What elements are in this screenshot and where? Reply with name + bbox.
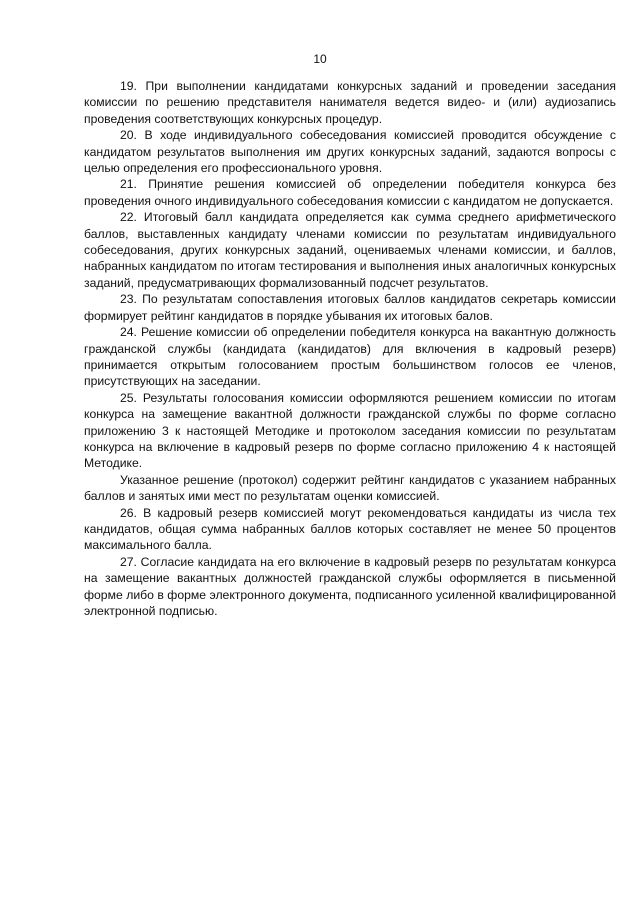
paragraph-27: 27. Согласие кандидата на его включение в кадровый резерв по результатам конкурса на замещение вакантных должностей гражданской службы оформляется в письменной форме либо в форме электронного документа, подписанного усиленной квалифицированной электронной подписью. — [84, 554, 616, 618]
document-body — [84, 78, 616, 619]
paragraph-22: 22. Итоговый балл кандидата определяется как сумма среднего арифметического баллов, выставленных кандидату членами комиссии по результатам индивидуального собеседования, других конкурсных заданий, оцениваемых членами комиссии, и баллов, набранных кандидатом по итогам тестирования и выполнения иных аналогичных конкурсных заданий, предусматривающих формализованный подсчет результатов. — [84, 210, 617, 290]
paragraph-21: 21. Принятие решения комиссией об определении победителя конкурса без проведения очного индивидуального собеседования комиссии с кандидатом не допускается. — [84, 177, 616, 208]
paragraph-25: 25. Результаты голосования комиссии оформляются решением комиссии по итогам конкурса на замещение вакантной должности гражданской службы по форме согласно приложению 3 к настоящей Методике и протоколом заседания комиссии по результатам конкурса на включение в кадровый резерв по форме согласно приложению 4 к настоящей Методике. — [84, 390, 616, 471]
paragraph-20: 20. В ходе индивидуального собеседования комиссией проводится обсуждение с кандидатом результатов выполнения им других конкурсных заданий, задаются вопросы с целью определения его профессионального уровня. — [84, 128, 616, 176]
paragraph-23: 23. По результатам сопоставления итоговых баллов кандидатов секретарь комиссии формирует рейтинг кандидатов в порядке убывания их итоговых балов. — [84, 292, 616, 323]
paragraph-25-continuation: Указанное решение (протокол) содержит рейтинг кандидатов с указанием набранных баллов и занятых ими мест по результатам оценки комиссией. — [84, 472, 616, 504]
paragraph-26: 26. В кадровый резерв комиссией могут рекомендоваться кандидаты из числа тех кандидатов, общая сумма набранных баллов которых составляет не менее 50 процентов максимального балла. — [84, 505, 616, 553]
page-number: 10 — [313, 52, 327, 66]
paragraph-24: 24. Решение комиссии об определении победителя конкурса на вакантную должность гражданской службы (кандидата (кандидатов) для включения в кадровый резерв) принимается открытым голосованием простым большинством голосов ее членов, присутствующих на заседании. — [84, 325, 616, 389]
paragraph-19: 19. При выполнении кандидатами конкурсных заданий и проведении заседания комиссии по решению представителя нанимателя ведется видео- и (или) аудиозапись проведения соответствующих конкурсных процедур. — [84, 79, 616, 126]
